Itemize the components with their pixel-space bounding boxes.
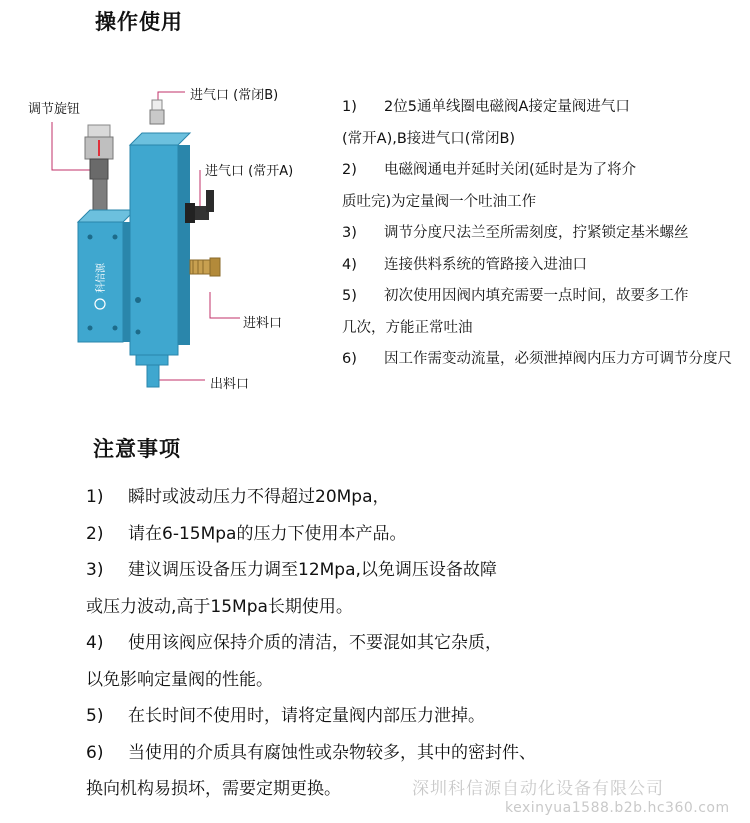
leader-material-in — [210, 292, 240, 318]
screw — [136, 330, 141, 335]
label-material-in: 进料口 — [243, 316, 283, 331]
note-line: 换向机构易损坏，需要定期更换。 — [86, 779, 341, 799]
step-line: (常开A),B接进气口(常闭B) — [342, 130, 516, 147]
label-inlet-b: 进气口 (常闭B) — [190, 88, 279, 103]
step-line: 几次，方能正常吐油 — [342, 319, 473, 336]
note-line: 2) 请在6-15Mpa的压力下使用本产品。 — [86, 523, 407, 544]
watermark-url: kexinyua1588.b2b.hc360.com — [505, 800, 730, 816]
notes-list — [86, 486, 536, 815]
step-line: 3) 调节分度尺法兰至所需刻度，拧紧锁定基米螺丝 — [342, 225, 689, 241]
leader-material-out — [154, 370, 205, 380]
section-title-notes: 注意事项 — [93, 437, 181, 461]
valve-main-block — [130, 145, 178, 355]
step-line: 质吐完)为定量阀一个吐油工作 — [342, 193, 537, 210]
inlet-a-tube — [206, 190, 214, 212]
svg-text:科信源: 科信源 — [96, 263, 107, 293]
screw — [88, 235, 93, 240]
screw — [113, 326, 118, 331]
section-title-operation: 操作使用 — [95, 10, 183, 34]
valve-main-top — [130, 133, 190, 145]
knob-top — [88, 125, 110, 137]
valve-illustration — [0, 70, 335, 400]
note-line: 3) 建议调压设备压力调至12Mpa,以免调压设备故障 — [86, 560, 497, 580]
step-line: 5) 初次使用因阀内填充需要一点时间，故要多工作 — [342, 288, 689, 304]
step-line: 1) 2位5通单线圈电磁阀A接定量阀进气口 — [342, 99, 630, 115]
note-line: 5) 在长时间不使用时，请将定量阀内部压力泄掉。 — [86, 706, 485, 726]
note-line: 4) 使用该阀应保持介质的清洁，不要混如其它杂质， — [86, 633, 502, 653]
note-line: 或压力波动,高于15Mpa长期使用。 — [86, 596, 353, 617]
note-line: 6) 当使用的介质具有腐蚀性或杂物较多，其中的密封件、 — [86, 742, 536, 763]
note-line: 以免影响定量阀的性能。 — [86, 669, 273, 690]
material-in-hex — [210, 258, 220, 276]
inlet-b-fitting — [150, 110, 164, 124]
screw — [113, 235, 118, 240]
knob-collar — [90, 159, 108, 179]
step-line: 6) 因工作需变动流量，必须泄掉阀内压力方可调节分度尺 — [342, 351, 732, 367]
product-logo — [94, 262, 107, 293]
label-material-out: 出料口 — [210, 377, 250, 392]
operation-steps — [342, 98, 732, 382]
step-line: 4) 连接供料系统的管路接入进油口 — [342, 256, 587, 273]
outlet-nozzle — [147, 365, 159, 387]
step-line: 2) 电磁阀通电并延时关闭(延时是为了将介 — [342, 162, 637, 178]
label-inlet-a: 进气口 (常开A) — [205, 164, 294, 179]
inlet-a-fitting — [185, 203, 195, 223]
outlet-collar — [136, 355, 168, 365]
label-knob: 调节旋钮 — [28, 102, 81, 117]
valve-main-side — [178, 145, 190, 345]
screw — [88, 326, 93, 331]
valve-front-top — [78, 210, 135, 222]
note-line: 1) 瞬时或波动压力不得超过20Mpa， — [86, 487, 390, 507]
screw — [135, 297, 141, 303]
watermark-company: 深圳科信源自动化设备有限公司 — [412, 779, 664, 799]
inlet-b-cap — [152, 100, 162, 110]
